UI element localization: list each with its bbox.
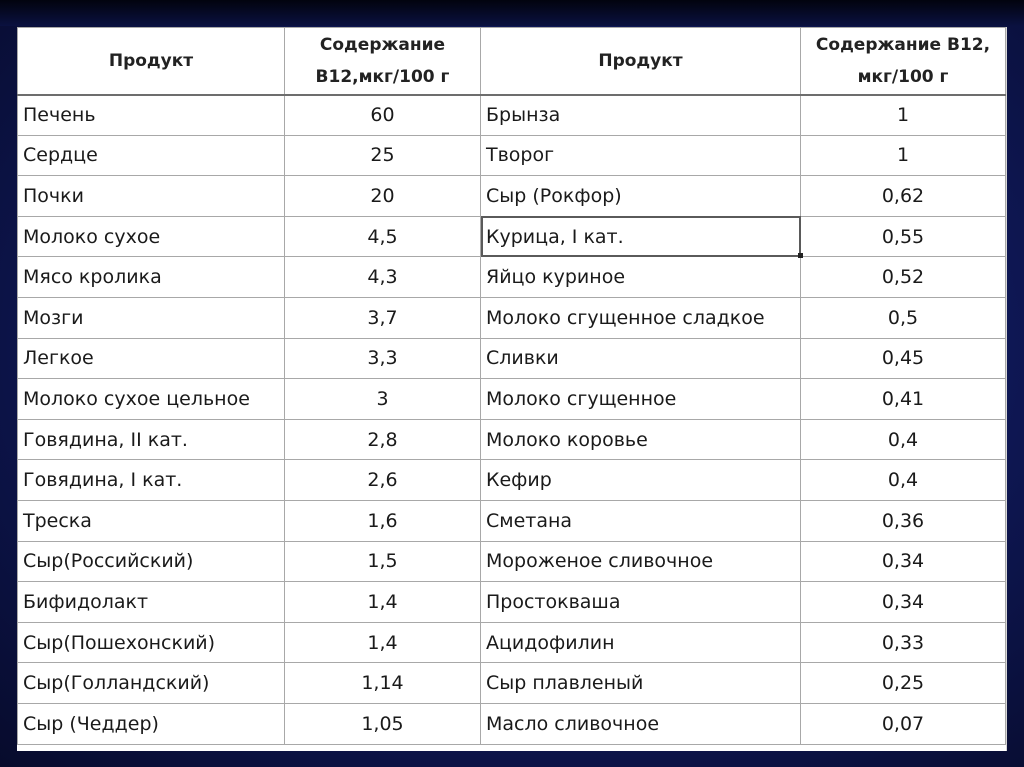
table-row (18, 297, 1006, 338)
header-content-2-line1: Содержание B12, (815, 34, 991, 55)
product-cell[interactable]: Сердце (18, 135, 285, 176)
selected-product-cell[interactable]: Курица, I кат. (481, 216, 801, 257)
product-cell[interactable]: Легкое (18, 338, 285, 379)
b12-value-cell[interactable]: 1,4 (285, 622, 481, 663)
table-row (18, 703, 1006, 744)
table-row (18, 541, 1006, 582)
b12-value-cell[interactable]: 0,07 (801, 703, 1006, 744)
header-content-2-line2: мкг/100 г (857, 66, 949, 87)
product-cell[interactable]: Бифидолакт (18, 582, 285, 623)
b12-value-cell[interactable]: 0,62 (801, 176, 1006, 217)
b12-value-cell[interactable]: 1,6 (285, 500, 481, 541)
header-content-2[interactable] (801, 28, 1006, 95)
product-cell[interactable]: Молоко сгущенное (481, 379, 801, 420)
b12-value-cell[interactable]: 1 (801, 95, 1006, 136)
header-product-2-text: Продукт (598, 50, 683, 71)
product-cell[interactable]: Молоко сухое (18, 216, 285, 257)
product-cell[interactable]: Почки (18, 176, 285, 217)
b12-value-cell[interactable]: 0,4 (801, 460, 1006, 501)
b12-value-cell[interactable]: 1,5 (285, 541, 481, 582)
b12-value-cell[interactable]: 0,33 (801, 622, 1006, 663)
product-cell[interactable]: Треска (18, 500, 285, 541)
selection-fill-handle[interactable] (798, 253, 803, 258)
b12-value-cell[interactable]: 4,3 (285, 257, 481, 298)
product-cell[interactable]: Сыр(Российский) (18, 541, 285, 582)
table-row (18, 500, 1006, 541)
product-cell[interactable]: Говядина, II кат. (18, 419, 285, 460)
b12-value-cell[interactable]: 20 (285, 176, 481, 217)
b12-value-cell[interactable]: 25 (285, 135, 481, 176)
product-cell[interactable]: Мясо кролика (18, 257, 285, 298)
b12-value-cell[interactable]: 0,45 (801, 338, 1006, 379)
product-cell[interactable]: Кефир (481, 460, 801, 501)
b12-value-cell[interactable]: 0,52 (801, 257, 1006, 298)
product-cell[interactable]: Сыр (Рокфор) (481, 176, 801, 217)
b12-value-cell[interactable]: 1 (801, 135, 1006, 176)
product-cell[interactable]: Молоко коровье (481, 419, 801, 460)
b12-value-cell[interactable]: 2,6 (285, 460, 481, 501)
product-cell[interactable]: Сыр(Пошехонский) (18, 622, 285, 663)
b12-value-cell[interactable]: 0,55 (801, 216, 1006, 257)
header-content-1-line1: Содержание (319, 34, 446, 55)
product-cell[interactable]: Простокваша (481, 582, 801, 623)
b12-value-cell[interactable]: 1,14 (285, 663, 481, 704)
vitamin-b12-table (17, 27, 1006, 745)
b12-value-cell[interactable]: 3 (285, 379, 481, 420)
table-row (18, 338, 1006, 379)
product-cell[interactable]: Сыр(Голландский) (18, 663, 285, 704)
header-product-1[interactable] (18, 28, 285, 95)
b12-value-cell[interactable]: 0,4 (801, 419, 1006, 460)
table-row (18, 582, 1006, 623)
spreadsheet-sheet (17, 27, 1007, 751)
b12-value-cell[interactable]: 3,7 (285, 297, 481, 338)
b12-value-cell[interactable]: 0,5 (801, 297, 1006, 338)
table-row (18, 257, 1006, 298)
product-cell[interactable]: Сыр (Чеддер) (18, 703, 285, 744)
product-cell[interactable]: Брынза (481, 95, 801, 136)
product-cell[interactable]: Мороженое сливочное (481, 541, 801, 582)
b12-value-cell[interactable]: 60 (285, 95, 481, 136)
table-row (18, 419, 1006, 460)
table-header-row (18, 28, 1006, 95)
header-content-1[interactable] (285, 28, 481, 95)
product-cell[interactable]: Сметана (481, 500, 801, 541)
product-cell[interactable]: Ацидофилин (481, 622, 801, 663)
table-row (18, 663, 1006, 704)
product-cell[interactable]: Масло сливочное (481, 703, 801, 744)
table-row (18, 379, 1006, 420)
table-row (18, 95, 1006, 136)
product-cell[interactable]: Яйцо куриное (481, 257, 801, 298)
b12-value-cell[interactable]: 1,4 (285, 582, 481, 623)
product-cell[interactable]: Мозги (18, 297, 285, 338)
b12-value-cell[interactable]: 0,34 (801, 582, 1006, 623)
header-content-1-line2: B12,мкг/100 г (315, 66, 450, 87)
b12-value-cell[interactable]: 0,41 (801, 379, 1006, 420)
product-cell[interactable]: Говядина, I кат. (18, 460, 285, 501)
table-row (18, 135, 1006, 176)
b12-value-cell[interactable]: 4,5 (285, 216, 481, 257)
product-cell[interactable]: Молоко сухое цельное (18, 379, 285, 420)
b12-value-cell[interactable]: 0,36 (801, 500, 1006, 541)
product-cell[interactable]: Молоко сгущенное сладкое (481, 297, 801, 338)
product-cell[interactable]: Сыр плавленый (481, 663, 801, 704)
table-row (18, 176, 1006, 217)
table-row (18, 460, 1006, 501)
header-product-2[interactable] (481, 28, 801, 95)
b12-value-cell[interactable]: 1,05 (285, 703, 481, 744)
product-cell[interactable]: Творог (481, 135, 801, 176)
slide-top-band (0, 0, 1024, 26)
b12-value-cell[interactable]: 2,8 (285, 419, 481, 460)
product-cell[interactable]: Печень (18, 95, 285, 136)
product-cell[interactable]: Сливки (481, 338, 801, 379)
header-product-1-text: Продукт (108, 50, 194, 71)
b12-value-cell[interactable]: 0,25 (801, 663, 1006, 704)
table-row (18, 622, 1006, 663)
table-row (18, 216, 1006, 257)
b12-value-cell[interactable]: 0,34 (801, 541, 1006, 582)
b12-value-cell[interactable]: 3,3 (285, 338, 481, 379)
